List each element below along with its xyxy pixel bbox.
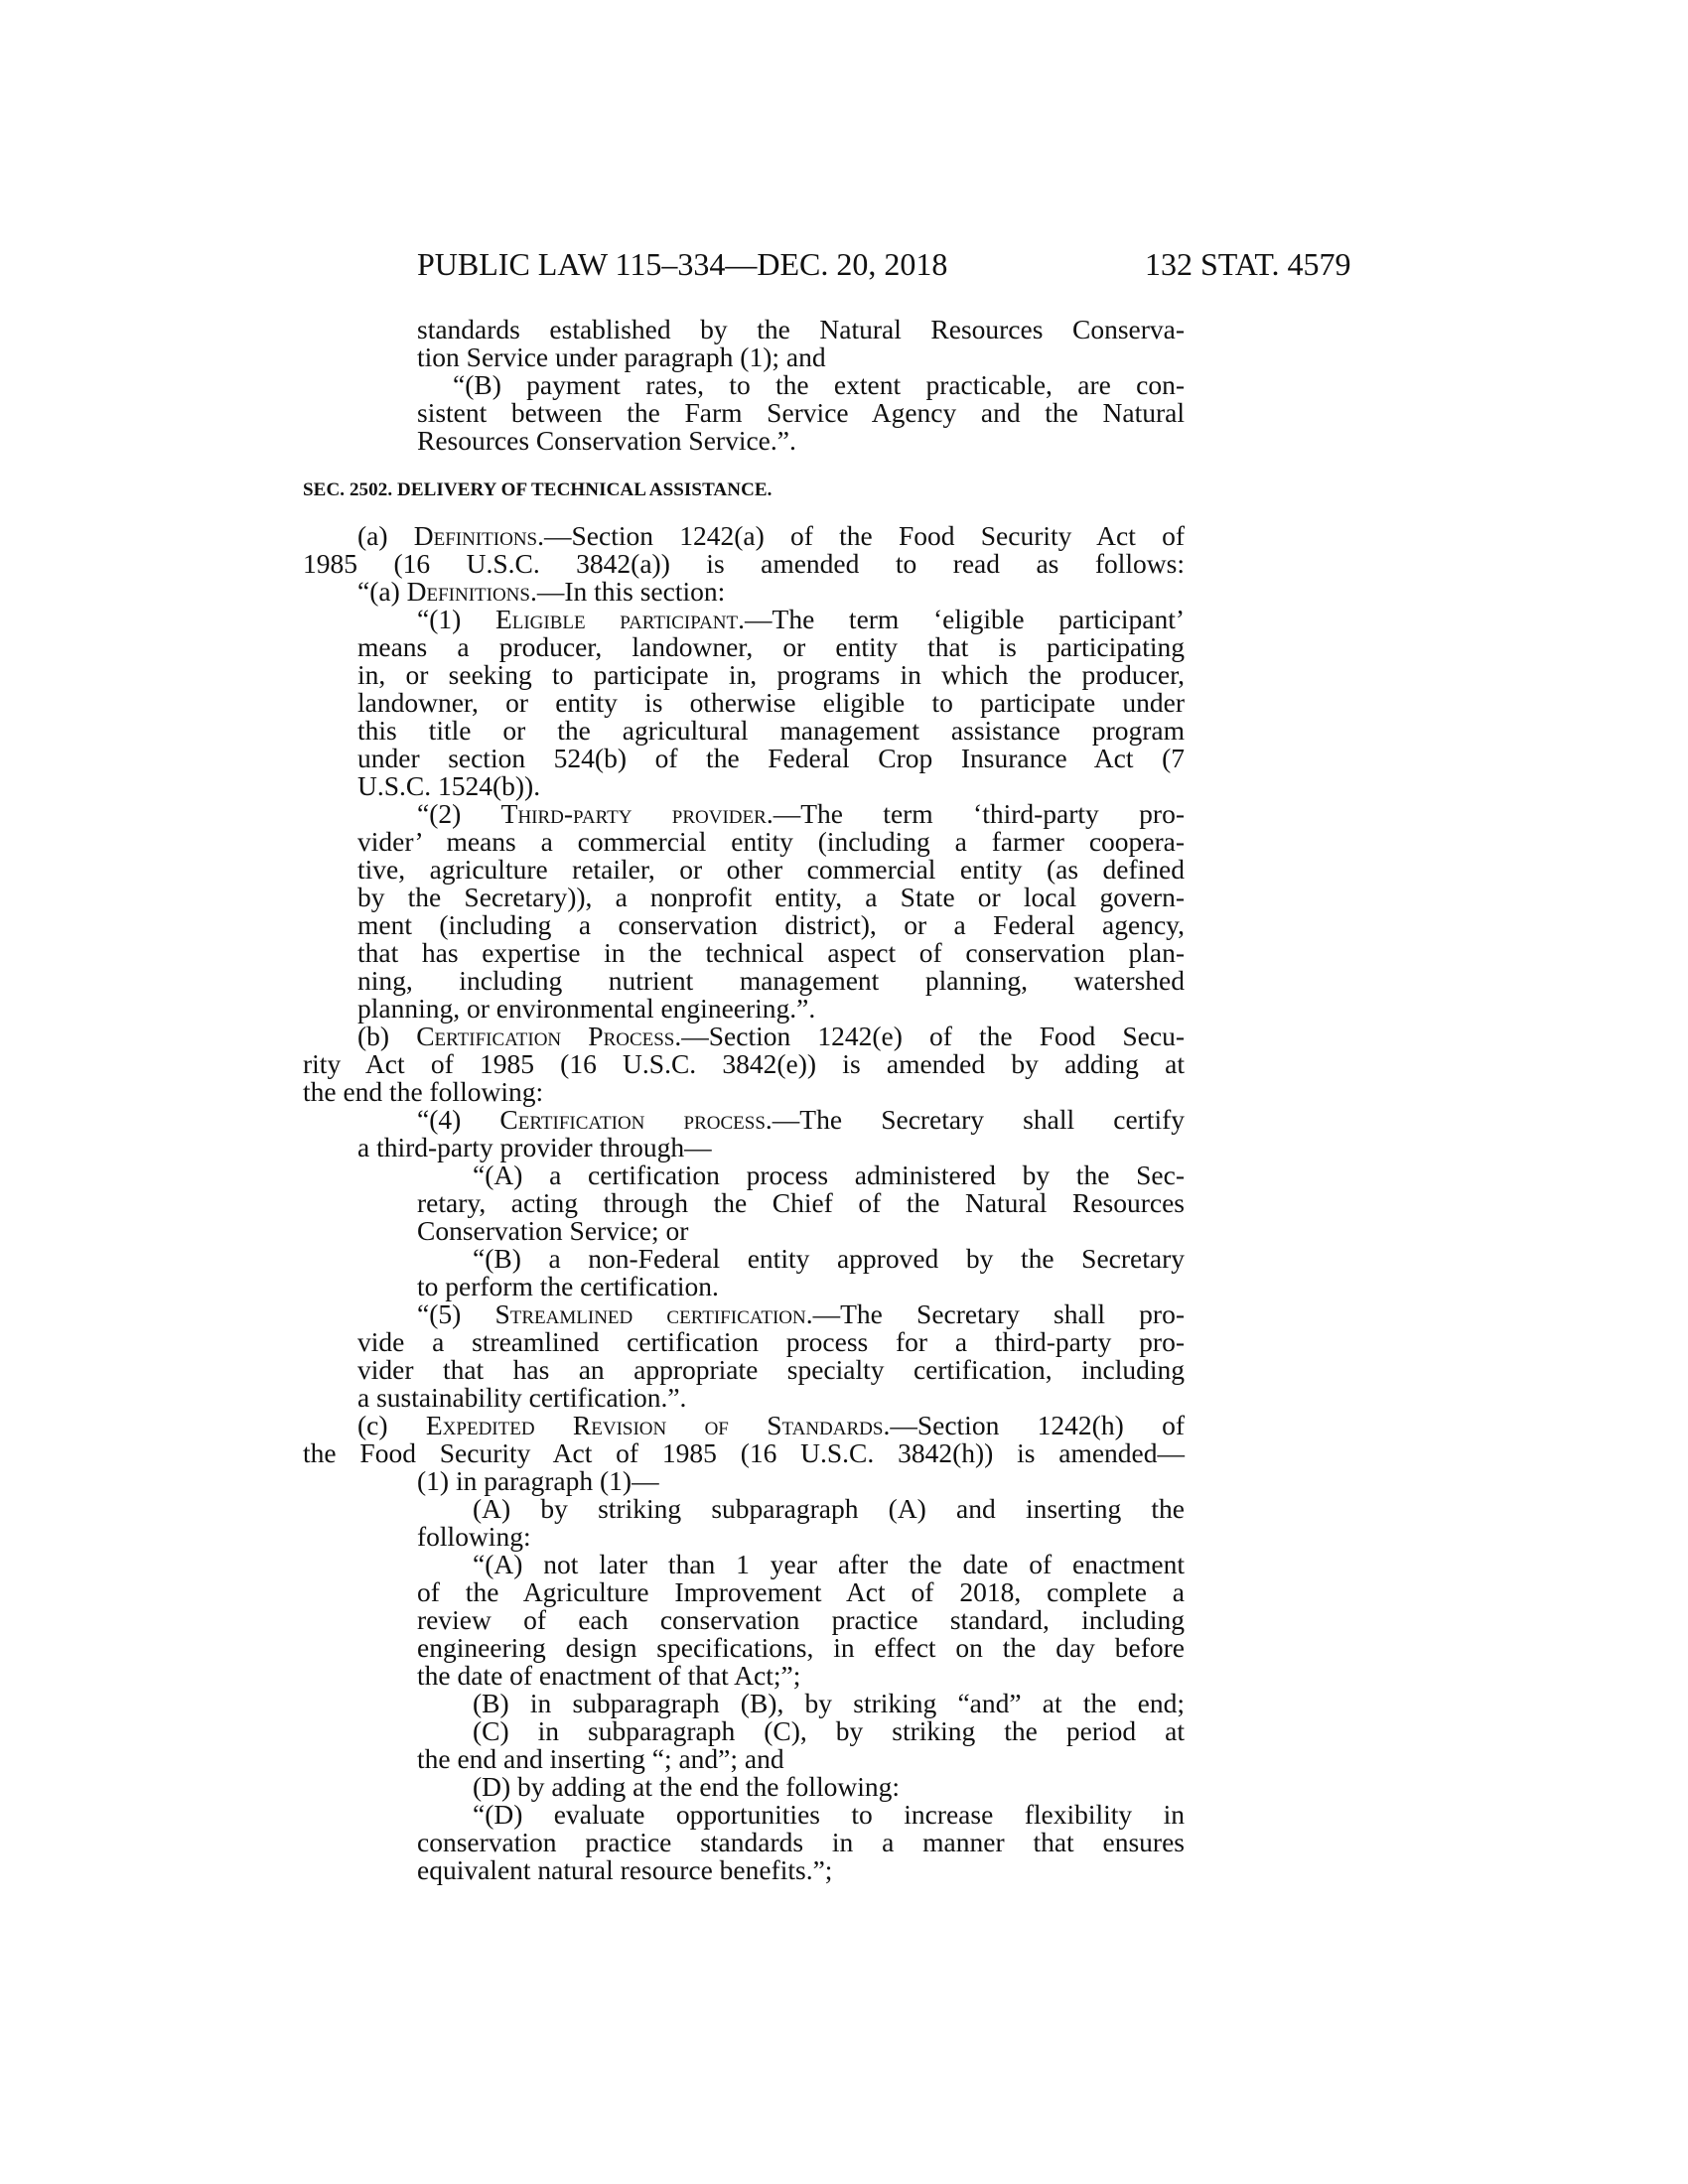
text-line: equivalent natural resource benefits.”; (417, 1854, 833, 1885)
text-line: (A) by striking subparagraph (A) and inserting the (473, 1493, 1185, 1524)
text-line: vider that has an appropriate specialty certification, including (357, 1354, 1185, 1385)
text-line (357, 1412, 1185, 1439)
text-line (357, 522, 1185, 550)
text-line (417, 1106, 1185, 1134)
text-line: review of each conservation practice standard, including (417, 1604, 1185, 1635)
text-line: engineering design specifications, in effect on the day before (417, 1632, 1185, 1663)
text-line: means a producer, landowner, or entity that is participating (357, 631, 1185, 662)
small-caps-heading: Certification process (499, 1104, 766, 1135)
text-line: vide a streamlined certification process for a third-party pro- (357, 1326, 1185, 1357)
text-line: “(B) a non-Federal entity approved by the Secretary (473, 1243, 1185, 1274)
text-line: standards established by the Natural Resources Conserva- (417, 314, 1185, 344)
text-line: (D) by adding at the end the following: (473, 1771, 900, 1802)
text-line: sistent between the Farm Service Agency and the Natural (417, 397, 1185, 428)
line-prefix: “(a) (357, 576, 407, 607)
text-line: (C) in subparagraph (C), by striking the period at (473, 1715, 1185, 1746)
text-line (417, 1300, 1185, 1328)
text-line (417, 800, 1185, 828)
line-prefix: (c) (357, 1410, 426, 1440)
text-line: to perform the certification. (417, 1271, 719, 1301)
text-line: this title or the agricultural management assistance program (357, 715, 1185, 746)
text-line: following: (417, 1521, 531, 1552)
line-text: .—The Secretary shall pro- (805, 1298, 1185, 1329)
page-stat-number: 132 STAT. 4579 (1145, 246, 1351, 282)
small-caps-heading: Definitions (406, 576, 530, 607)
line-text: .—Section 1242(h) of (883, 1410, 1185, 1440)
line-text: .—The term ‘eligible participant’ (738, 604, 1185, 634)
text-line: (B) in subparagraph (B), by striking “and” at the end; (473, 1688, 1185, 1718)
text-line: planning, or environmental engineering.”. (357, 993, 816, 1024)
text-line: tive, agriculture retailer, or other commercial entity (as defined (357, 854, 1185, 885)
text-line: the end the following: (303, 1076, 544, 1107)
text-line: rity Act of 1985 (16 U.S.C. 3842(e)) is amended by adding at (303, 1048, 1185, 1079)
text-line: under section 524(b) of the Federal Crop Insurance Act (7 (357, 743, 1185, 773)
text-line: the end and inserting “; and”; and (417, 1743, 784, 1774)
line-prefix: “(5) (417, 1298, 495, 1329)
text-line: Conservation Service; or (417, 1215, 689, 1246)
text-line: the Food Security Act of 1985 (16 U.S.C. 3842(h)) is amended— (303, 1437, 1185, 1468)
text-line (417, 606, 1185, 633)
small-caps-heading: Expedited Revision of Standards (425, 1410, 884, 1440)
text-line: (1) in paragraph (1)— (417, 1465, 659, 1496)
text-line: vider’ means a commercial entity (including a farmer coopera- (357, 826, 1185, 857)
small-caps-heading: Certification Process (416, 1021, 675, 1051)
small-caps-heading: Third-party provider (500, 798, 767, 829)
text-line: retary, acting through the Chief of the Natural Resources (417, 1187, 1185, 1218)
text-line: a sustainability certification.”. (357, 1382, 687, 1413)
text-line: tion Service under paragraph (1); and (417, 341, 826, 372)
line-prefix: (b) (357, 1021, 417, 1051)
line-prefix: (a) (357, 520, 414, 551)
line-text: .—The Secretary shall certify (765, 1104, 1185, 1135)
text-line: “(A) a certification process administered by the Sec- (473, 1160, 1185, 1190)
text-line (357, 578, 725, 606)
small-caps-heading: Streamlined certification (494, 1298, 806, 1329)
text-line: in, or seeking to participate in, programs in which the producer, (357, 659, 1185, 690)
text-line: U.S.C. 1524(b)). (357, 770, 541, 801)
text-line: ment (including a conservation district), or a Federal agency, (357, 909, 1185, 940)
text-line: “(A) not later than 1 year after the date of enactment (473, 1549, 1185, 1579)
text-line: that has expertise in the technical aspect of conservation plan- (357, 937, 1185, 968)
text-line: the date of enactment of that Act;”; (417, 1660, 801, 1691)
text-line (357, 1023, 1185, 1050)
text-line: 1985 (16 U.S.C. 3842(a)) is amended to read as follows: (303, 548, 1185, 579)
text-line: a third-party provider through— (357, 1132, 712, 1162)
line-prefix: “(1) (417, 604, 495, 634)
section-heading: SEC. 2502. DELIVERY OF TECHNICAL ASSISTANCE. (303, 479, 773, 500)
line-text: .—Section 1242(e) of the Food Secu- (674, 1021, 1185, 1051)
line-prefix: “(4) (417, 1104, 500, 1135)
line-text: .—The term ‘third-party pro- (766, 798, 1185, 829)
line-prefix: “(2) (417, 798, 501, 829)
running-header-title: PUBLIC LAW 115–334—DEC. 20, 2018 (417, 246, 948, 282)
text-line: conservation practice standards in a manner that ensures (417, 1827, 1185, 1857)
text-line: landowner, or entity is otherwise eligible to participate under (357, 687, 1185, 718)
text-line: by the Secretary)), a nonprofit entity, a State or local govern- (357, 882, 1185, 912)
line-text: .—In this section: (529, 576, 726, 607)
small-caps-heading: Eligible participant (494, 604, 739, 634)
text-line: Resources Conservation Service.”. (417, 425, 796, 456)
text-line: of the Agriculture Improvement Act of 2018, complete a (417, 1576, 1185, 1607)
text-line: “(B) payment rates, to the extent practicable, are con- (453, 369, 1185, 400)
text-line: “(D) evaluate opportunities to increase flexibility in (473, 1799, 1185, 1830)
text-line: ning, including nutrient management planning, watershed (357, 965, 1185, 996)
small-caps-heading: Definitions (413, 520, 538, 551)
line-text: .—Section 1242(a) of the Food Security Act of (537, 520, 1185, 551)
